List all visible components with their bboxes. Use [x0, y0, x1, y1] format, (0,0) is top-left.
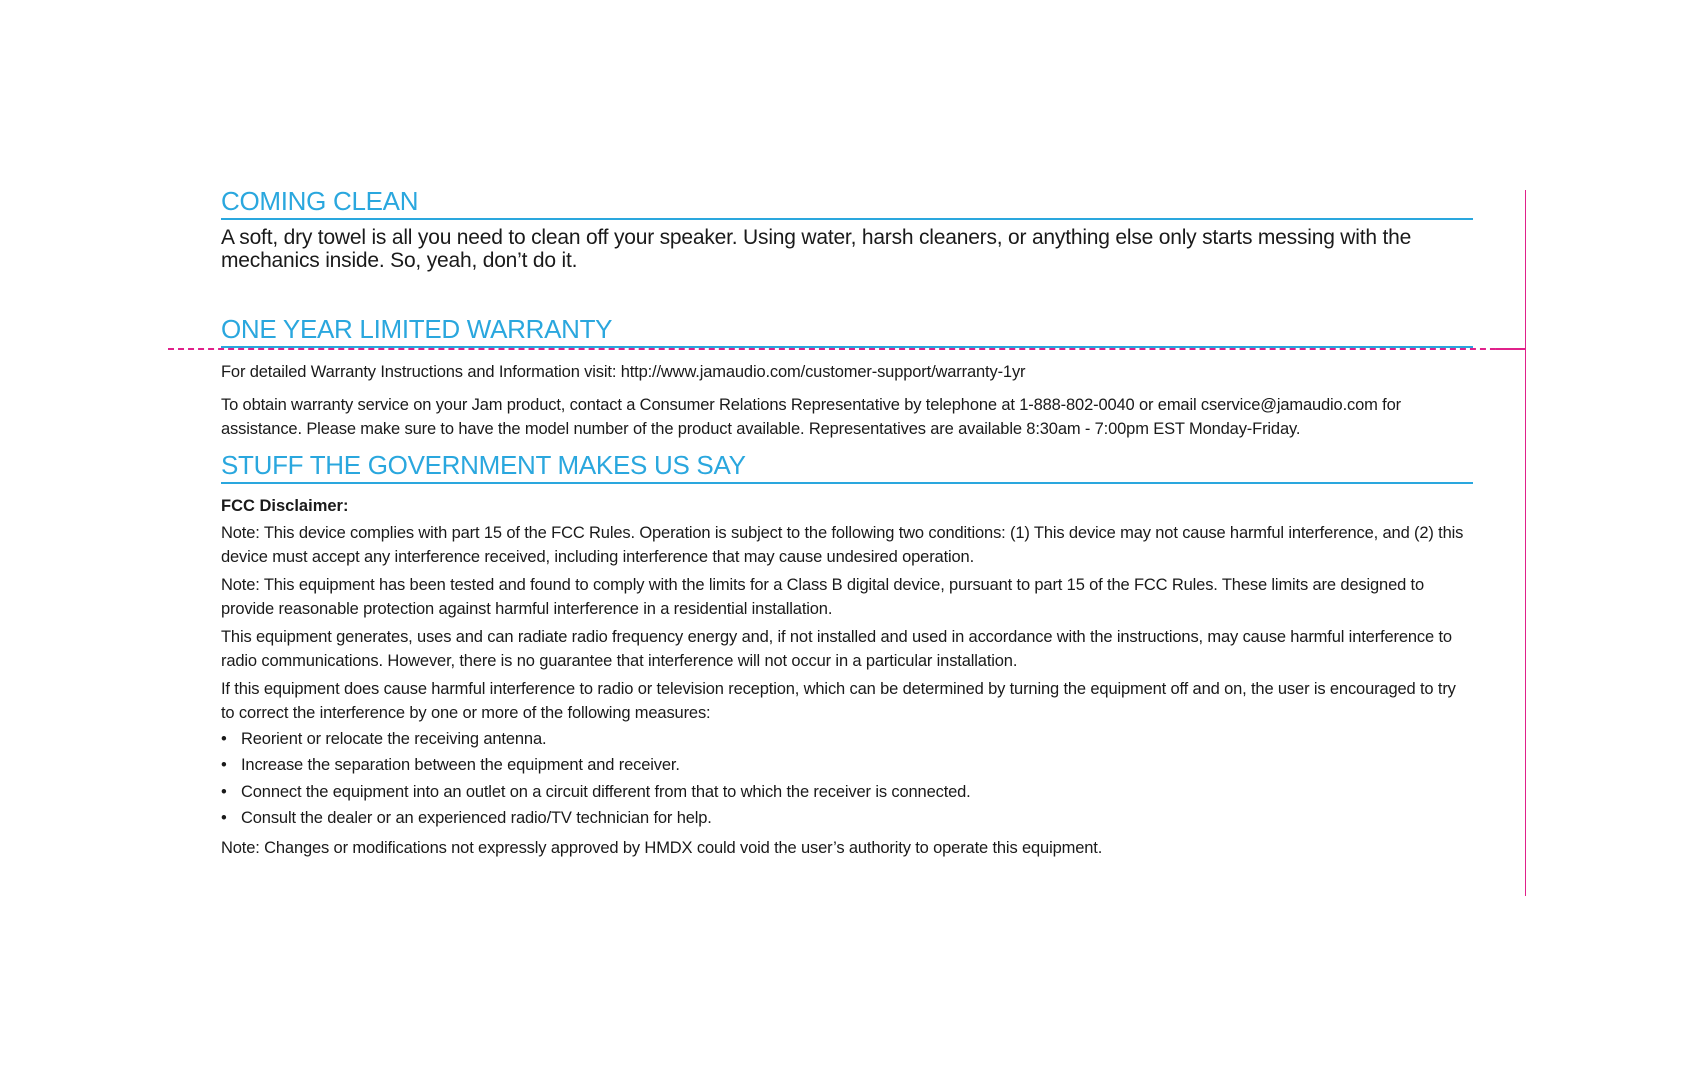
- trim-mark-tick: [1496, 348, 1526, 350]
- measures-list: [221, 726, 1473, 832]
- fcc-paragraph-3: This equipment generates, uses and can radiate radio frequency energy and, if not installed and used in accordance with the instructions, may cause harmful interference to radio communications. However, there is no guarantee that interference will not occur in a particular installation.: [221, 627, 1452, 670]
- warranty-service-text: To obtain warranty service on your Jam product, contact a Consumer Relations Representative by telephone at 1-888-802-0040 or email cservice@jamaudio.com for assistance. Please make sure to have the model number of the product available. Representatives are available 8:30am - 7:00pm EST Monday-Friday.: [221, 395, 1401, 438]
- list-item: [221, 752, 1473, 779]
- list-item-text: Increase the separation between the equipment and receiver.: [241, 756, 680, 774]
- final-note: Note: Changes or modifications not expressly approved by HMDX could void the user’s authority to operate this equipment.: [221, 838, 1103, 857]
- trim-line-vertical: [1525, 190, 1526, 896]
- list-item: [221, 726, 1473, 753]
- fcc-note-1: Note: This device complies with part 15 of the FCC Rules. Operation is subject to the following two conditions: (1) This device may not cause harmful interference, and (2) this device must accept any interference received, including interference that may cause undesired operation.: [221, 523, 1464, 566]
- bullet-icon: •: [221, 782, 227, 801]
- section-title-cleaning: COMING CLEAN: [221, 186, 1473, 220]
- fcc-note-2: Note: This equipment has been tested and found to comply with the limits for a Class B digital device, pursuant to part 15 of the FCC Rules. These limits are designed to provide reasonable protection against harmful interference in a residential installation.: [221, 575, 1425, 618]
- warranty-info-line: For detailed Warranty Instructions and Information visit: http://www.jamaudio.com/customer-support/warranty-1yr: [221, 363, 1026, 381]
- bullet-icon: •: [221, 756, 227, 774]
- list-item-text: Connect the equipment into an outlet on a circuit different from that to which the receiver is connected.: [241, 782, 971, 801]
- cleaning-body: A soft, dry towel is all you need to clean off your speaker. Using water, harsh cleaners, or anything else only starts messing with the mechanics inside. So, yeah, don’t do it.: [221, 226, 1412, 272]
- bullet-icon: •: [221, 809, 227, 827]
- list-item: [221, 805, 1473, 832]
- section-title-government: STUFF THE GOVERNMENT MAKES US SAY: [221, 450, 1473, 484]
- document-page: [221, 186, 1473, 860]
- bullet-icon: •: [221, 729, 227, 748]
- list-item-text: Consult the dealer or an experienced radio/TV technician for help.: [241, 809, 712, 827]
- fcc-disclaimer-label: FCC Disclaimer:: [221, 496, 349, 515]
- fcc-paragraph-4: If this equipment does cause harmful interference to radio or television reception, which can be determined by turning the equipment off and on, the user is encouraged to try to correct the interference by one or more of the following measures:: [221, 679, 1456, 722]
- section-title-warranty: ONE YEAR LIMITED WARRANTY: [221, 314, 1473, 348]
- list-item-text: Reorient or relocate the receiving antenna.: [241, 729, 547, 748]
- list-item: [221, 779, 1473, 806]
